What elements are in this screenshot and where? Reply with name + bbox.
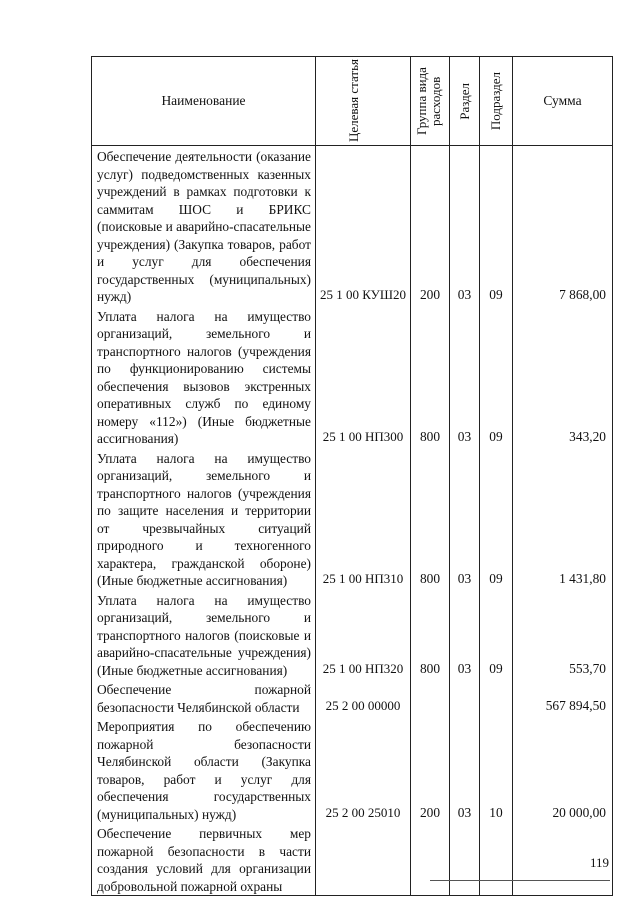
row-sum: 7 868,00 [513, 146, 613, 306]
row-sum: 553,70 [513, 590, 613, 680]
row-group: 800 [411, 306, 450, 448]
row-section [450, 823, 480, 896]
header-name: Наименование [92, 57, 316, 146]
row-group [411, 823, 450, 896]
header-group: Группа вида расходов [411, 57, 450, 146]
row-sum: 567 894,50 [513, 679, 613, 716]
row-group: 800 [411, 590, 450, 680]
row-section: 03 [450, 306, 480, 448]
table-row [92, 146, 613, 306]
row-group [411, 679, 450, 716]
page-number: 119 [590, 855, 610, 870]
row-subsection: 09 [480, 448, 513, 590]
header-row [92, 57, 613, 146]
row-name: Уплата налога на имущество организаций, земельного и транспортного налогов (учреждения по функционированию системы обеспечения вызовов экстренных оперативных служб по единому номеру «112») (Иные бюджетные ассигнования) [92, 306, 316, 448]
row-subsection: 09 [480, 306, 513, 448]
row-section [450, 679, 480, 716]
header-article: Целевая статья [316, 57, 411, 146]
table-row [92, 306, 613, 448]
row-article: 25 2 00 25010 [316, 716, 411, 823]
row-article: 25 1 00 НП320 [316, 590, 411, 680]
table-row [92, 448, 613, 590]
row-sum: 1 431,80 [513, 448, 613, 590]
row-name: Мероприятия по обеспечению пожарной безопасности Челябинской области (Закупка товаров, работ и услуг для обеспечения государственных (муниципальных) нужд) [92, 716, 316, 823]
row-name: Уплата налога на имущество организаций, земельного и транспортного налогов (поисковые и аварийно-спасательные учреждения) (Иные бюджетные ассигнования) [92, 590, 316, 680]
row-name: Обеспечение первичных мер пожарной безопасности в части создания условий для организации добровольной пожарной охраны [92, 823, 316, 896]
row-subsection: 09 [480, 146, 513, 306]
table-row [92, 590, 613, 680]
row-subsection [480, 823, 513, 896]
row-group: 200 [411, 146, 450, 306]
row-article: 25 1 00 НП300 [316, 306, 411, 448]
row-group: 800 [411, 448, 450, 590]
table-row [92, 823, 613, 896]
row-section: 03 [450, 448, 480, 590]
header-section: Раздел [450, 57, 480, 146]
footer-divider [430, 880, 610, 881]
header-subsection: Подраздел [480, 57, 513, 146]
row-section: 03 [450, 716, 480, 823]
header-sum: Сумма [513, 57, 613, 146]
row-article: 25 1 00 КУШ20 [316, 146, 411, 306]
row-section: 03 [450, 146, 480, 306]
row-article [316, 823, 411, 896]
row-subsection: 10 [480, 716, 513, 823]
row-name: Уплата налога на имущество организаций, земельного и транспортного налогов (учреждения по защите населения и территории от чрезвычайных ситуаций природного и техногенного характера, гражданской обороне) (Иные бюджетные ассигнования) [92, 448, 316, 590]
table-row [92, 679, 613, 716]
row-subsection [480, 679, 513, 716]
row-name: Обеспечение пожарной безопасности Челябинской области [92, 679, 316, 716]
row-article: 25 1 00 НП310 [316, 448, 411, 590]
row-group: 200 [411, 716, 450, 823]
row-subsection: 09 [480, 590, 513, 680]
row-article: 25 2 00 00000 [316, 679, 411, 716]
table-row [92, 716, 613, 823]
row-sum: 343,20 [513, 306, 613, 448]
row-section: 03 [450, 590, 480, 680]
row-name: Обеспечение деятельности (оказание услуг) подведомственных казенных учреждений в рамках подготовки к саммитам ШОС и БРИКС (поисковые и аварийно-спасательные учреждения) (Закупка товаров, работ и услуг для обеспечения государственных (муниципальных) нужд) [92, 146, 316, 306]
row-sum: 20 000,00 [513, 716, 613, 823]
budget-table [91, 56, 613, 896]
